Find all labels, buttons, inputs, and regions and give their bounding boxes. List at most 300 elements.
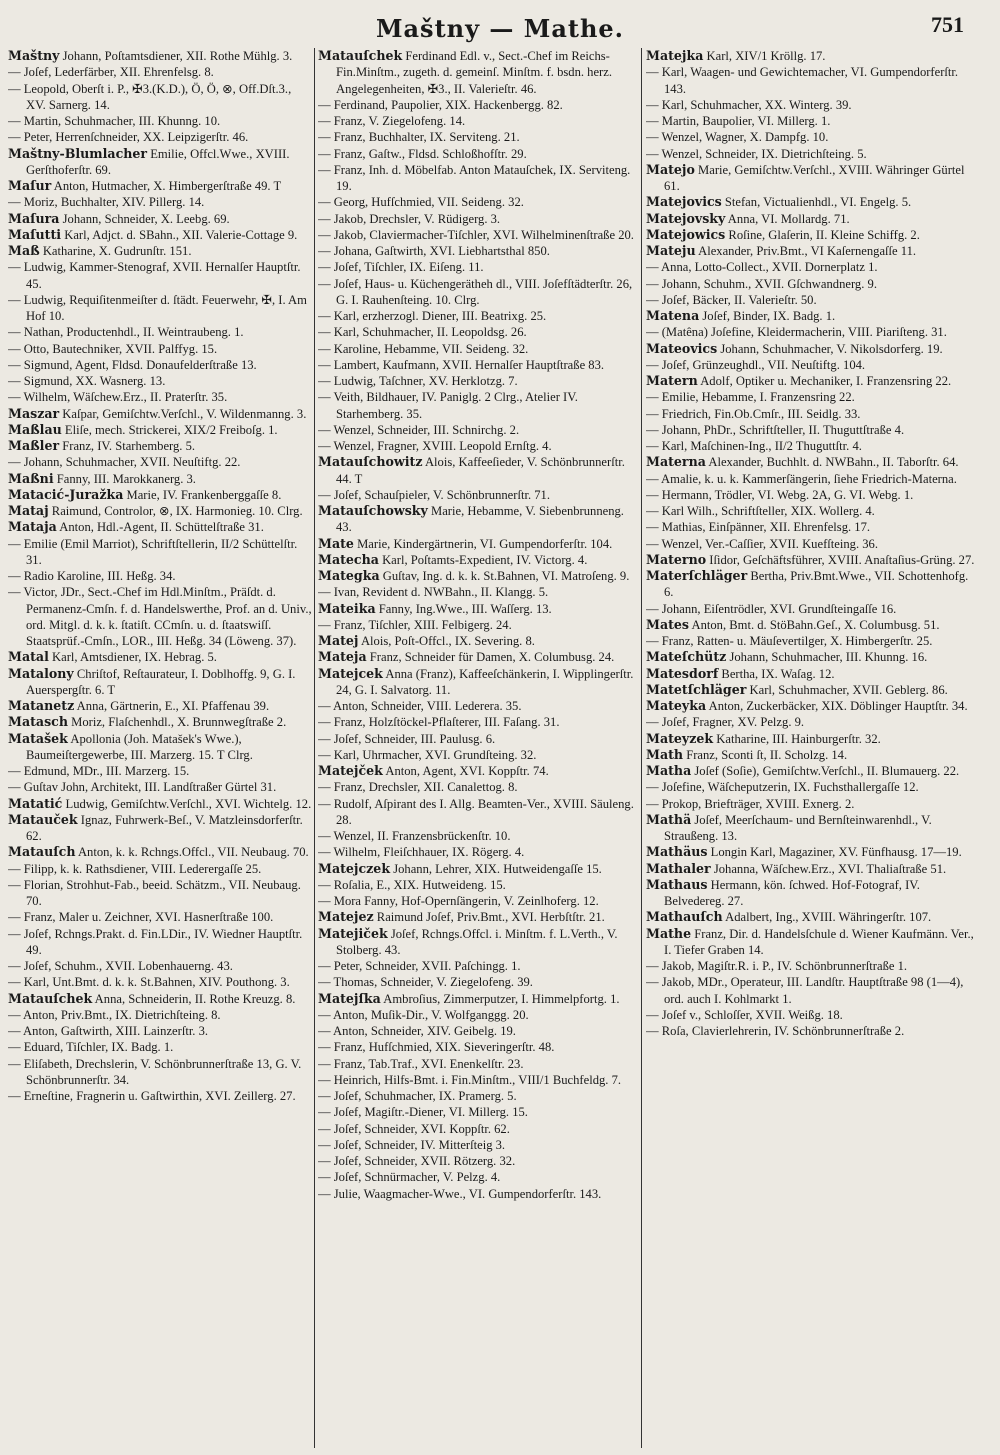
entry-details: — Roſalia, E., XIX. Hutweideng. 15. [318,877,506,892]
entry-details: — Joſef, Schauſpieler, V. Schönbrunnerſtr. 71. [318,487,550,502]
entry-details: Moriz, Flaſchenhdl., X. Brunnwegſtraße 2. [68,715,287,730]
directory-column-1 [8,48,312,1448]
directory-entry [646,536,978,552]
directory-entry [8,1056,312,1089]
entry-surname: Matacić-Juražka [8,486,124,502]
entry-details: — Otto, Bautechniker, XVII. Palffyg. 15. [8,341,218,356]
directory-entry [8,763,312,779]
entry-details: — (Matêna) Joſefine, Kleidermacherin, VIII. Piariſteng. 31. [646,325,947,340]
entry-surname: Mateja [318,649,367,665]
entry-details: — Peter, Schneider, XVII. Paſchingg. 1. [318,959,521,973]
directory-entry [318,698,636,714]
entry-surname: Matejowics [646,226,726,242]
directory-entry [318,926,636,959]
directory-entry [318,276,636,309]
entry-surname: Math [646,746,684,762]
entry-details: Anna, Gärtnerin, E., XI. Pfaffenau 39. [74,699,270,713]
entry-details: — Jakob, Magiſtr.R. i. P., IV. Schönbrunnerſtraße 1. [646,959,908,973]
directory-entry [646,324,978,340]
directory-entry [318,503,636,536]
entry-details: — Karl Wilh., Schriftſteller, XIX. Wollerg. 4. [646,504,875,518]
entry-details: Chriſtof, Reſtaurateur, I. Doblhoffg. 9, G. I. Auerspergſtr. 6. T [26,666,296,697]
directory-entry [8,292,312,325]
entry-details: — Martin, Baupolier, VI. Millerg. 1. [646,114,831,128]
directory-entry [8,1088,312,1104]
entry-surname: Matena [646,308,700,323]
entry-details: — Florian, Strohhut-Fab., beeid. Schätzm., VII. Neubaug. 70. [8,877,301,908]
entry-surname: Mataj [8,503,49,518]
entry-surname: Matesdorf [646,665,719,681]
directory-entry [8,389,312,405]
directory-entry [318,828,636,844]
entry-details: — Friedrich, Fin.Ob.Cmſr., III. Seidlg. 33. [646,406,861,421]
directory-entry [8,844,312,860]
entry-details: — Joſef, Schneider, XVI. Koppſtr. 62. [318,1121,510,1136]
directory-entry [646,438,978,454]
directory-entry [318,1007,636,1023]
entry-details: — Heinrich, Hilfs-Bmt. i. Fin.Minſtm., VIII/1 Buchfeldg. 7. [318,1072,622,1087]
entry-details: — Wilhelm, Wäſchew.Erz., II. Praterſtr. 35. [8,390,228,405]
entry-details: — Ludwig, Kammer-Stenograf, XVII. Hernalſer Hauptſtr. 45. [8,260,301,291]
entry-surname: Matejovsky [646,210,726,226]
entry-details: Ferdinand Edl. v., Sect.-Chef im Reichs-Fin.Minſtm., zugeth. d. gemeinſ. Minſtm. f. bsdn. herz. Angelegenheiten, ✠3., II. Valerieſtr. 46. [336,49,612,96]
entry-surname: Mathe [646,925,692,941]
directory-entry [8,877,312,910]
entry-details: — Wenzel, II. Franzensbrückenſtr. 10. [318,829,511,843]
entry-details: Anna (Franz), Kaffeeſchänkerin, I. Wipplingerſtr. 24, G. I. Salvatorg. 11. [336,666,634,697]
directory-entry [646,796,978,812]
entry-details: — Joſef v., Schloſſer, XVII. Weißg. 18. [646,1007,843,1022]
directory-entry [318,146,636,162]
directory-entry [8,958,312,974]
directory-entry [8,519,312,535]
entry-surname: Matejez [318,909,374,925]
directory-entry [8,698,312,714]
entry-surname: Maštny [8,48,60,63]
entry-details: — Guſtav John, Architekt, III. Landſtraßer Gürtel 31. [8,780,277,795]
entry-details: Joſef, Rchngs.Offcl. i. Minſtm. f. L.Verth., V. Stolberg. 43. [336,926,618,957]
entry-details: Emilie, Offcl.Wwe., XVIII. Gerſthoferſtr. 69. [26,146,290,177]
directory-entry [646,568,978,601]
entry-details: — Sigmund, XX. Wasnerg. 13. [8,374,166,388]
entry-details: — Ivan, Revident d. NWBahn., II. Klangg. 5. [318,585,549,600]
directory-entry [646,97,978,113]
directory-entry [8,649,312,665]
entry-surname: Mathä [646,811,692,827]
entry-surname: Matauſchek [318,48,403,63]
directory-entry [318,373,636,389]
directory-entry [318,97,636,113]
entry-surname: Mateyka [646,698,707,713]
directory-entry [646,341,978,357]
entry-details: — Jakob, Claviermacher-Tiſchler, XVI. Wilhelminenſtraße 20. [318,227,634,242]
directory-entry [8,926,312,959]
entry-details: — Franz, Buchhalter, IX. Serviteng. 21. [318,130,520,145]
page-number: 751 [931,12,964,37]
entry-details: — Karl, Unt.Bmt. d. k. k. St.Bahnen, XIV. Pouthong. 3. [8,975,290,990]
directory-entry [318,308,636,324]
directory-entry [318,731,636,747]
entry-details: Fanny, III. Marokkanerg. 3. [53,471,196,486]
directory-entry [8,731,312,764]
entry-surname: Mataja [8,519,57,535]
directory-entry [646,877,978,910]
entry-surname: Matejovics [646,194,722,210]
entry-details: Joſef, Meerſchaum- und Bernſteinwarenhdl., V. Straußeng. 13. [664,812,932,843]
directory-entry [646,974,978,1007]
directory-entry [318,552,636,568]
entry-details: — Erneſtine, Fragnerin u. Gaſtwirthin, XVI. Zeillerg. 27. [8,1089,296,1103]
directory-entry [8,211,312,227]
entry-surname: Matecha [318,551,379,567]
directory-entry [646,471,978,487]
directory-entry [646,227,978,243]
entry-details: Fanny, Ing.Wwe., III. Waſſerg. 13. [375,601,552,616]
directory-entry [318,162,636,195]
directory-entry [318,796,636,829]
directory-entry [318,1072,636,1088]
entry-details: Raimund Joſef, Priv.Bmt., XVI. Herbſtſtr. 21. [373,910,605,925]
entry-details: Apollonia (Joh. Matašek's Wwe.), Baumeiſtergewerbe, III. Marzerg. 15. T Clrg. [26,731,253,762]
directory-entry [8,259,312,292]
entry-details: — Joſef, Magiſtr.-Diener, VI. Millerg. 15. [318,1105,528,1120]
entry-details: — Johann, Schuhmacher, XVII. Neuſtiftg. 22. [8,455,241,470]
directory-entry [318,113,636,129]
entry-surname: Matejcek [318,665,383,681]
entry-details: Johann, Schuhmacher, III. Khunng. 16. [726,650,928,665]
entry-details: — Johann, Schuhm., XVII. Gſchwandnerg. 9. [646,276,877,291]
directory-entry [646,812,978,845]
directory-entry [8,536,312,569]
entry-details: Anton, Agent, XVI. Koppſtr. 74. [382,764,549,778]
entry-details: Ignaz, Fuhrwerk-Beſ., V. Matzleinsdorferſtr. 62. [26,812,303,843]
directory-entry [646,454,978,470]
directory-entry [318,324,636,340]
entry-details: — Karl, Schuhmacher, II. Leopoldsg. 26. [318,325,527,340]
directory-entry [646,259,978,275]
entry-details: — Lambert, Kaufmann, XVII. Hernalſer Hauptſtraße 83. [318,357,605,372]
entry-details: Kaſpar, Gemiſchtw.Verſchl., V. Wildenmanng. 3. [59,406,307,421]
entry-surname: Matern [646,373,698,388]
entry-details: Franz, Schneider für Damen, X. Columbusg. 24. [366,650,615,665]
entry-details: — Anton, Schneider, VIII. Lederera. 35. [318,699,522,713]
directory-entry [8,812,312,845]
entry-surname: Mateyzek [646,730,714,746]
column-divider [314,48,315,1448]
directory-entry [318,129,636,145]
directory-entry [318,649,636,665]
directory-entry [8,64,312,80]
entry-details: — Joſefine, Wäſcheputzerin, IX. Fuchsthallergaſſe 12. [646,780,919,795]
entry-details: Ambroſius, Zimmerputzer, I. Himmelpfortg. 1. [380,991,620,1006]
directory-entry [318,779,636,795]
entry-surname: Maſutti [8,226,62,242]
entry-details: — Karoline, Hebamme, VII. Seideng. 32. [318,341,529,356]
entry-details: — Victor, JDr., Sect.-Chef im Hdl.Minſtm., Präſdt. d. Permanenz-Cmſn. f. d. Handelswerthe, Prof. an d. Univ., ord. Mitgl. d. k. k. ſtatiſt. CCmſn. u. d. ſtaatswiſſ. Staatsprüf.-Cmſn., LOR., III. Heßg. 34 (Löweng. 37). [8,585,312,648]
directory-entry [318,194,636,210]
entry-surname: Matejka [646,48,704,63]
directory-entry [646,422,978,438]
directory-entry [318,714,636,730]
directory-entry [8,422,312,438]
directory-entry [8,243,312,259]
directory-entry [318,227,636,243]
entry-details: — Johana, Gaſtwirth, XVI. Liebhartsthal 850. [318,244,550,258]
entry-details: Guſtav, Ing. d. k. k. St.Bahnen, VI. Matroſeng. 9. [379,569,630,583]
entry-details: — Ludwig, Taſchner, XV. Herklotzg. 7. [318,374,518,388]
entry-details: — Karl, Maſchinen-Ing., II/2 Thuguttſtr. 4. [646,439,862,453]
directory-entry [318,48,636,97]
directory-entry [318,877,636,893]
directory-entry [646,617,978,633]
entry-details: Raimund, Controlor, ⊗, IX. Harmonieg. 10. Clrg. [48,504,303,518]
entry-details: Marie, Hebamme, V. Siebenbrunneng. 43. [336,504,624,535]
directory-entry [318,389,636,422]
directory-entry [8,324,312,340]
entry-details: Marie, Kindergärtnerin, VI. Gumpendorferſtr. 104. [353,536,613,551]
directory-entry [318,341,636,357]
entry-details: — Joſef, Lederfärber, XII. Ehrenfelsg. 8. [8,65,214,80]
entry-details: — Rudolf, Aſpirant des I. Allg. Beamten-Ver., XVIII. Säuleng. 28. [318,796,634,827]
entry-details: — Ferdinand, Paupolier, XIX. Hackenbergg. 82. [318,97,563,112]
directory-entry [646,276,978,292]
directory-entry [646,1007,978,1023]
entry-surname: Matal [8,649,49,665]
directory-entry [8,113,312,129]
entry-details: Anna, Schneiderin, II. Rothe Kreuzg. 8. [92,991,296,1006]
entry-details: — Wenzel, Ver.-Caſſier, XVII. Kuefſteing. 36. [646,536,878,551]
entry-surname: Materſchläger [646,568,748,583]
entry-details: — Karl, Schuhmacher, XX. Winterg. 39. [646,97,852,112]
directory-entry [646,48,978,64]
entry-details: — Joſef, Haus- u. Küchengerätheh dl., VIII. Joſefſtädterſtr. 26, G. I. Rauhenſteing. 10. Clrg. [318,276,633,307]
entry-details: — Joſef, Schuhmacher, IX. Pramerg. 5. [318,1089,517,1103]
directory-entry [646,357,978,373]
entry-details: Longin Karl, Magaziner, XV. Fünfhausg. 17—19. [707,845,962,860]
directory-entry [646,714,978,730]
entry-details: — Joſef, Schneider, III. Paulusg. 6. [318,731,496,746]
entry-surname: Maſur [8,178,52,193]
directory-entry [318,243,636,259]
entry-details: Johann, Poſtamtsdiener, XII. Rothe Mühlg. 3. [59,49,293,63]
directory-entry [8,373,312,389]
entry-surname: Maštny-Blumlacher [8,145,148,161]
entry-details: — Hermann, Trödler, VI. Webg. 2A, G. VI. Webg. 1. [646,487,914,502]
directory-entry [8,779,312,795]
entry-details: Bertha, IX. Waſag. 12. [718,666,835,681]
directory-entry [646,926,978,959]
entry-details: — Franz, Inh. d. Möbelfab. Anton Matauſchek, IX. Serviteng. 19. [318,162,631,193]
entry-details: — Karl, erzherzogl. Diener, III. Beatrixg. 25. [318,309,547,323]
entry-details: — Martin, Schuhmacher, III. Khunng. 10. [8,114,221,128]
entry-details: Franz, Sconti ſt, II. Scholzg. 14. [683,747,848,762]
entry-surname: Matej [318,633,359,648]
directory-entry [8,909,312,925]
entry-details: — Joſef, Bäcker, II. Valerieſtr. 50. [646,292,817,307]
entry-details: — Amalie, k. u. k. Kammerſängerin, ſiehe Friedrich-Materna. [646,471,957,486]
entry-details: — Joſef, Schneider, XVII. Rötzerg. 32. [318,1154,516,1168]
directory-entry [646,909,978,925]
entry-details: — Mathias, Einſpänner, XII. Ehrenfelsg. 17. [646,520,871,535]
entry-details: Alexander, Priv.Bmt., VI Kaſernengaſſe 11. [695,244,917,258]
directory-entry [646,308,978,324]
directory-entry [318,357,636,373]
entry-details: — Sigmund, Agent, Fldsd. Donaufelderſtraße 13. [8,357,257,372]
entry-details: — Franz, Ratten- u. Mäuſevertilger, X. Himbergerſtr. 25. [646,634,933,648]
entry-surname: Matauſchowitz [318,454,423,470]
directory-entry [646,649,978,665]
entry-surname: Mateika [318,600,376,616]
entry-details: — Ludwig, Requiſitenmeiſter d. ſtädt. Feuerwehr, ✠, I. Am Hof 10. [8,292,307,323]
entry-details: — Prokop, Briefträger, XVIII. Exnerg. 2. [646,796,855,811]
entry-details: — Joſef, Schnürmacher, V. Pelzg. 4. [318,1170,501,1185]
directory-entry [8,406,312,422]
entry-details: — Anton, Muſik-Dir., V. Wolfganggg. 20. [318,1007,529,1022]
entry-surname: Mathäus [646,844,708,860]
entry-details: — Filipp, k. k. Rathsdiener, VIII. Lederergaſſe 25. [8,861,262,876]
directory-entry [8,471,312,487]
directory-entry [318,974,636,990]
entry-details: Franz, Dir. d. Handelsſchule d. Wiener Kaufmänn. Ver., I. Tiefer Graben 14. [664,926,974,957]
directory-entry [8,1007,312,1023]
entry-details: — Joſef, Schneider, IV. Mitterſteig 3. [318,1137,506,1152]
column-divider [641,48,642,1448]
entry-surname: Matejček [318,763,383,778]
entry-details: Marie, IV. Frankenberggaſſe 8. [123,487,282,502]
entry-details: Franz, IV. Starhemberg. 5. [59,439,196,453]
entry-details: — Karl, Waagen- und Gewichtemacher, VI. Gumpendorferſtr. 143. [646,65,959,96]
directory-entry [318,1056,636,1072]
directory-entry [8,584,312,649]
directory-entry [8,81,312,114]
directory-entry [646,698,978,714]
directory-entry [8,454,312,470]
directory-entry [318,1169,636,1185]
entry-details: — Franz, Drechsler, XII. Canalettog. 8. [318,780,518,795]
directory-entry [8,796,312,812]
entry-surname: Mathauſch [646,909,723,925]
directory-entry [646,666,978,682]
entry-surname: Matalony [8,665,74,681]
directory-entry [646,503,978,519]
entry-details: Roſine, Glaſerin, II. Kleine Schiffg. 2. [725,227,920,242]
directory-entry [8,487,312,503]
directory-entry [646,373,978,389]
directory-entry [8,129,312,145]
entry-details: — Franz, V. Ziegelofeng. 14. [318,114,466,128]
entry-details: — Wenzel, Schneider, III. Schnirchg. 2. [318,422,520,437]
directory-entry [646,113,978,129]
entry-surname: Mathaus [646,876,708,892]
entry-surname: Mategka [318,568,380,583]
directory-entry [646,747,978,763]
entry-surname: Materna [646,454,706,470]
entry-details: Anton, Hutmacher, X. Himbergerſtraße 49. T [51,179,282,193]
directory-entry [8,48,312,64]
entry-details: — Anton, Gaſtwirth, XIII. Lainzerſtr. 3. [8,1024,209,1038]
directory-entry [8,861,312,877]
entry-surname: Matejczek [318,860,391,876]
entry-details: Joſef (Soſie), Gemiſchtw.Verſchl., II. Blumauerg. 22. [691,764,960,778]
entry-surname: Mateovics [646,340,718,356]
directory-entry [646,633,978,649]
entry-details: Karl, Schuhmacher, XVII. Geblerg. 86. [746,682,948,697]
directory-entry [646,1023,978,1039]
directory-entry [318,1039,636,1055]
entry-details: Karl, XIV/1 Kröllg. 17. [703,49,826,63]
entry-surname: Materno [646,551,707,567]
entry-details: Karl, Amtsdiener, IX. Hebrag. 5. [48,650,217,665]
directory-entry [646,958,978,974]
entry-details: Eliſe, mech. Strickerei, XIX/2 Freiboſg. 1. [61,422,278,437]
entry-surname: Mates [646,616,690,632]
directory-entry [646,389,978,405]
entry-details: — Peter, Herrenſchneider, XX. Leipzigerſtr. 46. [8,130,249,145]
entry-details: Karl, Adjct. d. SBahn., XII. Valerie-Cottage 9. [61,227,298,242]
directory-entry [318,844,636,860]
entry-details: — Anton, Schneider, XIV. Geibelg. 19. [318,1024,516,1038]
entry-details: — Nathan, Productenhdl., II. Weintraubeng. 1. [8,325,244,340]
directory-entry [646,487,978,503]
directory-entry [646,194,978,210]
directory-entry [8,666,312,699]
entry-surname: Maßler [8,438,60,453]
directory-entry [318,763,636,779]
directory-entry [318,422,636,438]
directory-entry [646,552,978,568]
directory-entry [318,536,636,552]
entry-details: — Emilie (Emil Marriot), Schriftſtellerin, II/2 Schüttelſtr. 31. [8,536,298,567]
directory-entry [8,438,312,454]
directory-entry [318,861,636,877]
entry-details: — Radio Karoline, III. Heßg. 34. [8,569,176,583]
directory-entry [318,991,636,1007]
entry-details: — Mora Fanny, Hof-Opernſängerin, V. Zeinlhoferg. 12. [318,894,599,908]
directory-entry [646,844,978,860]
entry-details: Adolf, Optiker u. Mechaniker, I. Franzensring 22. [697,374,952,388]
entry-details: — Joſef, Fragner, XV. Pelzg. 9. [646,715,805,730]
directory-entry [646,146,978,162]
entry-details: Johann, Schuhmacher, V. Nikolsdorferg. 19. [717,341,943,356]
entry-surname: Matejſka [318,990,381,1006]
entry-details: Anna, VI. Mollardg. 71. [725,211,850,226]
directory-entry [8,146,312,179]
entry-details: — Karl, Uhrmacher, XVI. Grundſteing. 32. [318,747,537,762]
entry-details: Katharine, III. Hainburgerſtr. 32. [713,731,881,746]
directory-entry [646,129,978,145]
entry-details: — Johann, PhDr., Schriftſteller, II. Thuguttſtraße 4. [646,422,905,437]
directory-entry [646,731,978,747]
entry-details: — Eliſabeth, Drechslerin, V. Schönbrunnerſtraße 13, G. V. Schönbrunnerſtr. 34. [8,1056,302,1087]
entry-surname: Maßni [8,470,54,486]
directory-entry [8,357,312,373]
entry-details: — Jakob, Drechsler, V. Rüdigerg. 3. [318,211,501,226]
entry-surname: Matanetz [8,698,75,713]
entry-details: Anton, Bmt. d. StöBahn.Geſ., X. Columbusg. 51. [689,617,940,632]
directory-column-2 [318,48,636,1448]
entry-surname: Maßlau [8,421,62,437]
entry-details: Karl, Poſtamts-Expedient, IV. Victorg. 4. [378,552,588,567]
entry-details: — Franz, Gaſtw., Fldsd. Schloßhofſtr. 29. [318,146,527,161]
entry-details: Adalbert, Ing., XVIII. Währingerſtr. 107. [722,910,932,925]
directory-entry [8,991,312,1007]
directory-entry [318,211,636,227]
entry-details: Anton, Zuckerbäcker, XIX. Döblinger Hauptſtr. 34. [706,699,968,713]
entry-details: — Wenzel, Schneider, IX. Dietrichſteing. 5. [646,146,867,161]
directory-entry [318,1137,636,1153]
directory-entry [646,243,978,259]
entry-details: Anton, k. k. Rchngs.Offcl., VII. Neubaug. 70. [75,845,309,860]
